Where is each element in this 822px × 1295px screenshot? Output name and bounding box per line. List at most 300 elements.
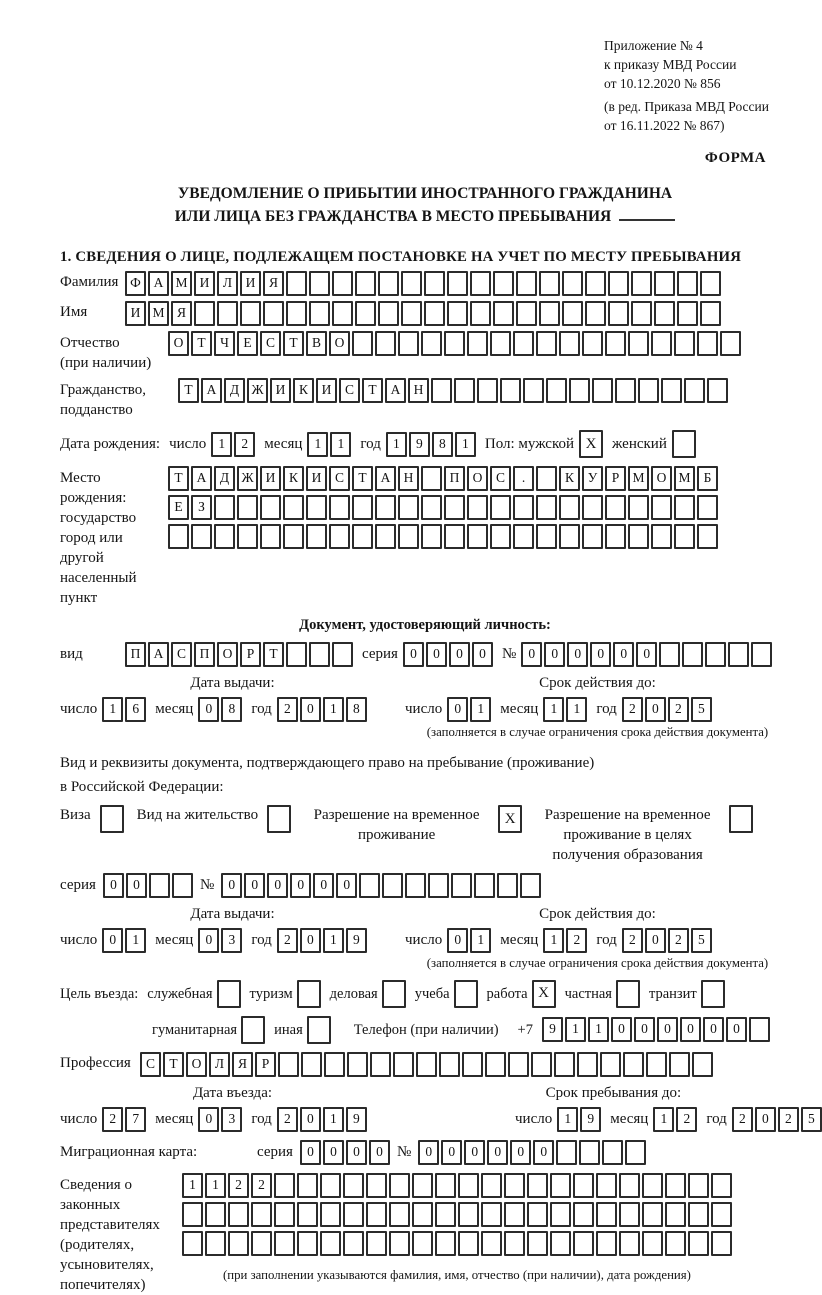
surname-cells bbox=[125, 271, 721, 296]
form-cell bbox=[398, 495, 419, 520]
form-cell bbox=[556, 1140, 577, 1165]
form-cell bbox=[672, 430, 696, 458]
form-cell: 1 bbox=[205, 1173, 226, 1198]
birth-month-cells bbox=[307, 432, 351, 457]
form-cell bbox=[550, 1231, 571, 1256]
form-cell bbox=[306, 495, 327, 520]
blank-underline bbox=[619, 207, 675, 221]
number-word: № bbox=[396, 1143, 412, 1160]
form-cell bbox=[751, 642, 772, 667]
form-cell bbox=[516, 301, 537, 326]
form-cell bbox=[435, 1173, 456, 1198]
residence-issue-col: Дата выдачи: число 0 1 месяц 0 3 год 2 0 1 9 bbox=[60, 905, 405, 972]
form-cell bbox=[389, 1173, 410, 1198]
form-cell bbox=[642, 1202, 663, 1227]
section1-heading: 1. СВЕДЕНИЯ О ЛИЦЕ, ПОДЛЕЖАЩЕМ ПОСТАНОВКЕ НА УЧЕТ ПО МЕСТУ ПРЕБЫВАНИЯ bbox=[60, 248, 742, 265]
form-cell bbox=[205, 1231, 226, 1256]
form-cell: 0 bbox=[510, 1140, 531, 1165]
form-cell: С bbox=[490, 466, 511, 491]
form-cell bbox=[470, 301, 491, 326]
month-word: месяц bbox=[264, 435, 303, 452]
form-cell bbox=[623, 1052, 644, 1077]
phone-label: Телефон (при наличии) bbox=[353, 1021, 499, 1038]
day-word: число bbox=[169, 435, 207, 452]
form-cell bbox=[444, 495, 465, 520]
form-cell bbox=[421, 495, 442, 520]
form-cell bbox=[508, 1052, 529, 1077]
form-cell: 1 bbox=[557, 1107, 578, 1132]
form-cell bbox=[654, 271, 675, 296]
identity-doc-heading: Документ, удостоверяющий личность: bbox=[299, 617, 551, 634]
patronymic-row bbox=[60, 331, 790, 373]
form-cell bbox=[320, 1202, 341, 1227]
form-cell bbox=[527, 1202, 548, 1227]
migration-number-cells bbox=[418, 1140, 646, 1165]
residence-number-cells bbox=[221, 873, 541, 898]
form-cell: 1 bbox=[102, 697, 123, 722]
form-cell: 1 bbox=[125, 928, 146, 953]
form-cell bbox=[398, 331, 419, 356]
form-cell bbox=[596, 1202, 617, 1227]
form-cell: 0 bbox=[590, 642, 611, 667]
form-cell: 2 bbox=[277, 928, 298, 953]
form-cell bbox=[692, 1052, 713, 1077]
form-cell: Т bbox=[283, 331, 304, 356]
migration-card-row bbox=[60, 1140, 790, 1165]
form-cell bbox=[412, 1173, 433, 1198]
birth-date-row bbox=[60, 430, 790, 458]
form-cell: Т bbox=[352, 466, 373, 491]
form-cell bbox=[421, 466, 442, 491]
purpose-private: частная bbox=[565, 980, 640, 1008]
form-cell bbox=[366, 1231, 387, 1256]
migration-card-label: Миграционная карта: bbox=[60, 1143, 198, 1160]
form-cell: И bbox=[125, 301, 146, 326]
purpose-transit: транзит bbox=[649, 980, 725, 1008]
form-cell: 0 bbox=[369, 1140, 390, 1165]
purpose-business-official: служебная bbox=[147, 980, 240, 1008]
form-cell bbox=[401, 271, 422, 296]
form-cell bbox=[444, 524, 465, 549]
form-cell bbox=[329, 524, 350, 549]
option-temp-residence: Разрешение на временное проживание X bbox=[304, 805, 522, 845]
form-cell: 2 bbox=[732, 1107, 753, 1132]
form-cell bbox=[592, 378, 613, 403]
form-cell bbox=[439, 1052, 460, 1077]
identity-dates bbox=[60, 674, 790, 741]
birth-place-row2 bbox=[168, 495, 718, 520]
other-checkbox bbox=[307, 1016, 331, 1044]
residence-permit-checkbox bbox=[267, 805, 291, 833]
form-cell bbox=[504, 1202, 525, 1227]
temp-residence-education-checkbox bbox=[729, 805, 753, 833]
legal-reps-label: Сведения о законных представителях (родителях, усыновителях, попечителях) bbox=[60, 1176, 160, 1293]
form-cell bbox=[705, 642, 726, 667]
sex-female-label: женский bbox=[612, 435, 667, 452]
form-cell: Д bbox=[214, 466, 235, 491]
profession-label: Профессия bbox=[60, 1054, 131, 1071]
form-cell: 7 bbox=[125, 1107, 146, 1132]
tourism-checkbox bbox=[297, 980, 321, 1008]
form-cell bbox=[412, 1231, 433, 1256]
form-cell bbox=[654, 301, 675, 326]
form-cell bbox=[596, 1173, 617, 1198]
form-cell: 0 bbox=[472, 642, 493, 667]
form-cell bbox=[531, 1052, 552, 1077]
form-cell: 0 bbox=[703, 1017, 724, 1042]
form-cell bbox=[504, 1231, 525, 1256]
form-cell bbox=[301, 1052, 322, 1077]
residence-valid-day bbox=[447, 928, 491, 953]
form-cell bbox=[485, 1052, 506, 1077]
form-cell bbox=[214, 495, 235, 520]
revision-line: от 16.11.2022 № 867) bbox=[604, 118, 725, 133]
form-cell bbox=[651, 495, 672, 520]
form-cell: 8 bbox=[221, 697, 242, 722]
citizenship-row bbox=[60, 378, 790, 420]
form-cell: 2 bbox=[676, 1107, 697, 1132]
form-cell bbox=[424, 301, 445, 326]
residence-valid-col: Срок действия до: число 0 1 месяц 1 2 год 2 0 2 5 (заполняется в случае ограничения срока действия документа) bbox=[405, 905, 790, 972]
form-cell: X bbox=[532, 980, 556, 1008]
form-cell bbox=[274, 1202, 295, 1227]
form-cell bbox=[283, 524, 304, 549]
residence-issue-day bbox=[102, 928, 146, 953]
validity-note: (заполняется в случае ограничения срока действия документа) bbox=[426, 955, 769, 970]
form-cell bbox=[596, 1231, 617, 1256]
series-word: серия bbox=[60, 877, 96, 894]
form-cell bbox=[260, 495, 281, 520]
form-cell: С bbox=[140, 1052, 161, 1077]
form-cell bbox=[286, 642, 307, 667]
form-cell: А bbox=[148, 642, 169, 667]
form-cell bbox=[481, 1173, 502, 1198]
year-word: год bbox=[360, 435, 381, 452]
residence-issue-month bbox=[198, 928, 242, 953]
form-cell: 2 bbox=[668, 697, 689, 722]
residence-options bbox=[60, 805, 790, 865]
form-cell bbox=[625, 1140, 646, 1165]
profession-row bbox=[60, 1052, 790, 1077]
entry-dates bbox=[60, 1084, 815, 1132]
form-cell: О bbox=[186, 1052, 207, 1077]
form-cell: М bbox=[171, 271, 192, 296]
form-cell bbox=[355, 301, 376, 326]
form-cell: 0 bbox=[418, 1140, 439, 1165]
form-cell bbox=[343, 1173, 364, 1198]
form-cell bbox=[421, 524, 442, 549]
doc-type-cells bbox=[125, 642, 353, 667]
name-row bbox=[60, 301, 790, 326]
form-cell bbox=[497, 873, 518, 898]
form-cell: 1 bbox=[386, 432, 407, 457]
form-cell bbox=[454, 378, 475, 403]
birth-place-block bbox=[60, 466, 790, 608]
form-cell: X bbox=[579, 430, 603, 458]
form-cell: Р bbox=[255, 1052, 276, 1077]
form-cell bbox=[554, 1052, 575, 1077]
form-title-line1: УВЕДОМЛЕНИЕ О ПРИБЫТИИ ИНОСТРАННОГО ГРАЖДАНИНА bbox=[177, 184, 673, 202]
form-cell bbox=[513, 524, 534, 549]
form-cell bbox=[562, 271, 583, 296]
form-cell bbox=[477, 378, 498, 403]
form-cell: 0 bbox=[441, 1140, 462, 1165]
form-cell: 9 bbox=[409, 432, 430, 457]
form-cell bbox=[375, 524, 396, 549]
form-cell bbox=[332, 271, 353, 296]
form-cell: И bbox=[306, 466, 327, 491]
form-cell bbox=[638, 378, 659, 403]
form-cell bbox=[749, 1017, 770, 1042]
form-cell bbox=[214, 524, 235, 549]
form-cell bbox=[688, 1173, 709, 1198]
patronymic-cells bbox=[168, 331, 741, 356]
form-cell: Я bbox=[171, 301, 192, 326]
birth-date-label: Дата рождения: bbox=[60, 435, 161, 452]
residence-series-row bbox=[60, 873, 790, 898]
form-cell bbox=[682, 642, 703, 667]
form-cell bbox=[278, 1052, 299, 1077]
option-visa: Виза bbox=[60, 805, 124, 833]
form-cell bbox=[500, 378, 521, 403]
work-checkbox bbox=[532, 980, 556, 1008]
form-cell bbox=[182, 1231, 203, 1256]
form-cell bbox=[579, 1140, 600, 1165]
purpose-humanitarian: гуманитарная bbox=[152, 1016, 265, 1044]
form-cell bbox=[194, 301, 215, 326]
form-cell bbox=[458, 1173, 479, 1198]
form-cell: М bbox=[628, 466, 649, 491]
form-cell bbox=[582, 331, 603, 356]
form-cell: А bbox=[201, 378, 222, 403]
form-cell: X bbox=[498, 805, 522, 833]
form-cell bbox=[577, 1052, 598, 1077]
form-cell bbox=[608, 271, 629, 296]
form-cell bbox=[228, 1231, 249, 1256]
form-cell bbox=[309, 271, 330, 296]
form-cell: 0 bbox=[611, 1017, 632, 1042]
form-cell: 0 bbox=[613, 642, 634, 667]
form-cell: 0 bbox=[290, 873, 311, 898]
form-cell: 1 bbox=[565, 1017, 586, 1042]
identity-valid-year bbox=[622, 697, 712, 722]
form-cell bbox=[447, 271, 468, 296]
form-cell: К bbox=[293, 378, 314, 403]
citizenship-label: Гражданство, подданство bbox=[60, 382, 147, 419]
form-cell bbox=[359, 873, 380, 898]
form-cell: 2 bbox=[622, 697, 643, 722]
form-cell bbox=[674, 331, 695, 356]
form-cell: 0 bbox=[336, 873, 357, 898]
birth-place-row1 bbox=[168, 466, 718, 491]
form-cell bbox=[458, 1202, 479, 1227]
form-cell bbox=[697, 495, 718, 520]
form-cell: 8 bbox=[346, 697, 367, 722]
entry-date-heading: Дата въезда: bbox=[192, 1084, 273, 1101]
form-cell: 1 bbox=[470, 928, 491, 953]
form-cell: 1 bbox=[323, 1107, 344, 1132]
legal-reps-block bbox=[60, 1173, 790, 1295]
form-cell: 0 bbox=[300, 928, 321, 953]
form-cell: 5 bbox=[691, 697, 712, 722]
form-cell bbox=[470, 271, 491, 296]
profession-cells bbox=[140, 1052, 713, 1077]
form-cell bbox=[467, 331, 488, 356]
form-cell: 2 bbox=[277, 1107, 298, 1132]
form-cell: С bbox=[260, 331, 281, 356]
form-cell bbox=[405, 873, 426, 898]
form-cell bbox=[217, 980, 241, 1008]
form-cell bbox=[550, 1202, 571, 1227]
birth-place-row3 bbox=[168, 524, 718, 549]
form-cell bbox=[536, 466, 557, 491]
form-cell bbox=[393, 1052, 414, 1077]
residence-valid-row: число 0 1 месяц 1 2 год 2 0 2 5 bbox=[405, 928, 790, 953]
form-cell: Д bbox=[224, 378, 245, 403]
form-cell bbox=[631, 301, 652, 326]
form-cell: 5 bbox=[801, 1107, 822, 1132]
humanitarian-checkbox bbox=[241, 1016, 265, 1044]
validity-note: (заполняется в случае ограничения срока действия документа) bbox=[426, 725, 769, 740]
form-cell bbox=[573, 1173, 594, 1198]
form-cell bbox=[435, 1202, 456, 1227]
form-cell: Т bbox=[362, 378, 383, 403]
form-cell bbox=[651, 331, 672, 356]
form-cell: 0 bbox=[103, 873, 124, 898]
form-cell bbox=[674, 495, 695, 520]
form-cell: 0 bbox=[544, 642, 565, 667]
visit-purpose-row2 bbox=[152, 1016, 790, 1044]
form-cell: 0 bbox=[300, 697, 321, 722]
form-cell: 0 bbox=[300, 1107, 321, 1132]
form-cell: 0 bbox=[244, 873, 265, 898]
residence-intro: Вид и реквизиты документа, подтверждающего право на пребывание (проживание) в Российской Федерации: bbox=[60, 755, 595, 796]
form-cell: Я bbox=[263, 271, 284, 296]
form-cell bbox=[619, 1202, 640, 1227]
form-cell: 1 bbox=[566, 697, 587, 722]
identity-valid-day bbox=[447, 697, 491, 722]
series-word: серия bbox=[362, 646, 398, 663]
form-cell bbox=[343, 1231, 364, 1256]
appendix-line: от 10.12.2020 № 856 bbox=[604, 76, 721, 91]
form-cell: К bbox=[559, 466, 580, 491]
form-cell bbox=[684, 378, 705, 403]
form-cell: 3 bbox=[221, 928, 242, 953]
form-cell: 0 bbox=[726, 1017, 747, 1042]
revision-line: (в ред. Приказа МВД России bbox=[604, 99, 769, 114]
form-cell bbox=[297, 980, 321, 1008]
business-checkbox bbox=[382, 980, 406, 1008]
form-cell bbox=[267, 805, 291, 833]
form-cell: П bbox=[444, 466, 465, 491]
form-cell bbox=[665, 1231, 686, 1256]
form-cell bbox=[352, 495, 373, 520]
option-temp-residence-education: Разрешение на временное проживание в целях получения образования bbox=[535, 805, 753, 865]
study-checkbox bbox=[454, 980, 478, 1008]
form-cell bbox=[283, 495, 304, 520]
number-word: № bbox=[199, 877, 215, 894]
form-cell bbox=[274, 1173, 295, 1198]
form-cell bbox=[412, 1202, 433, 1227]
private-checkbox bbox=[616, 980, 640, 1008]
form-cell bbox=[608, 301, 629, 326]
identity-issue-row: число 1 6 месяц 0 8 год 2 0 1 8 bbox=[60, 697, 405, 722]
form-cell bbox=[711, 1173, 732, 1198]
form-cell: 1 bbox=[470, 697, 491, 722]
form-cell bbox=[431, 378, 452, 403]
form-cell bbox=[729, 805, 753, 833]
form-cell: И bbox=[194, 271, 215, 296]
form-cell bbox=[332, 301, 353, 326]
legal-reps-row2 bbox=[182, 1202, 732, 1227]
form-cell: 9 bbox=[542, 1017, 563, 1042]
form-cell: З bbox=[191, 495, 212, 520]
form-cell bbox=[605, 524, 626, 549]
name-label: Имя bbox=[60, 304, 88, 321]
form-cell bbox=[398, 524, 419, 549]
form-cell bbox=[286, 271, 307, 296]
purpose-business: деловая bbox=[330, 980, 406, 1008]
form-cell: 1 bbox=[543, 928, 564, 953]
patronymic-label: Отчество (при наличии) bbox=[60, 335, 152, 372]
phone-cells bbox=[542, 1017, 770, 1042]
form-cell bbox=[329, 495, 350, 520]
residence-issue-row: число 0 1 месяц 0 3 год 2 0 1 9 bbox=[60, 928, 405, 953]
form-cell bbox=[370, 1052, 391, 1077]
form-cell: 3 bbox=[221, 1107, 242, 1132]
form-cell bbox=[536, 331, 557, 356]
form-cell bbox=[513, 331, 534, 356]
form-cell: 0 bbox=[680, 1017, 701, 1042]
form-cell: 2 bbox=[102, 1107, 123, 1132]
form-cell bbox=[454, 980, 478, 1008]
form-cell bbox=[700, 271, 721, 296]
form-cell: 2 bbox=[277, 697, 298, 722]
form-cell bbox=[378, 271, 399, 296]
form-cell: 2 bbox=[566, 928, 587, 953]
citizenship-cells bbox=[178, 378, 728, 403]
form-cell: 0 bbox=[755, 1107, 776, 1132]
form-cell bbox=[309, 301, 330, 326]
transit-checkbox bbox=[701, 980, 725, 1008]
form-cell bbox=[343, 1202, 364, 1227]
form-cell bbox=[297, 1202, 318, 1227]
form-cell bbox=[651, 524, 672, 549]
form-cell: 0 bbox=[102, 928, 123, 953]
form-cell: 0 bbox=[487, 1140, 508, 1165]
form-cell bbox=[688, 1231, 709, 1256]
form-cell: О bbox=[217, 642, 238, 667]
form-cell bbox=[168, 524, 189, 549]
form-cell bbox=[493, 271, 514, 296]
form-cell: 0 bbox=[521, 642, 542, 667]
form-cell bbox=[550, 1173, 571, 1198]
form-cell: 0 bbox=[645, 928, 666, 953]
form-cell bbox=[600, 1052, 621, 1077]
form-cell: 9 bbox=[346, 928, 367, 953]
form-cell bbox=[251, 1231, 272, 1256]
form-cell bbox=[389, 1202, 410, 1227]
form-cell bbox=[251, 1202, 272, 1227]
form-cell: Е bbox=[237, 331, 258, 356]
form-cell bbox=[711, 1231, 732, 1256]
form-cell: Р bbox=[240, 642, 261, 667]
form-cell bbox=[602, 1140, 623, 1165]
birth-place-label: Место рождения: государство город или другой населенный пункт bbox=[60, 470, 137, 607]
surname-row bbox=[60, 271, 790, 296]
form-cell bbox=[628, 495, 649, 520]
form-cell: 1 bbox=[323, 928, 344, 953]
